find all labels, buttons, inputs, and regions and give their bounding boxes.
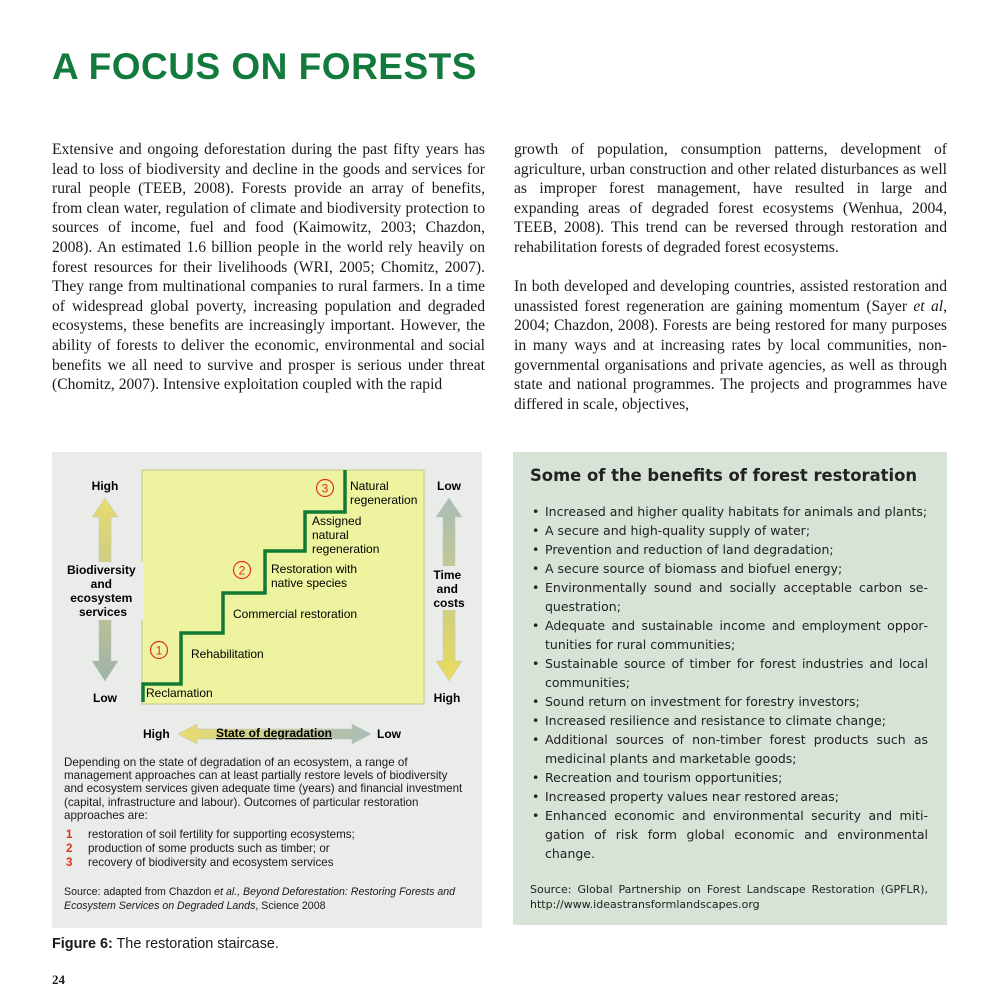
figure-description	[64, 756, 464, 871]
page-title: A FOCUS ON FORESTS	[52, 46, 477, 87]
left-axis-bottom: Low	[93, 691, 117, 705]
benefit-item: • Recreation and tourism opportunities;	[532, 768, 928, 787]
benefit-item: • Increased and higher quality habitats for animals and plants;	[532, 502, 928, 521]
benefit-item: • Increased property values near restored areas;	[532, 787, 928, 806]
benefit-item: • Prevention and reduction of land degradation;	[532, 540, 928, 559]
step-rehabilitation: Rehabilitation	[191, 647, 264, 661]
left-paragraph: Extensive and ongoing deforestation during the past fifty years has lead to loss of biodiversity and decline in the goods and services for rural people (TEEB, 2008). Forests provide an array of benefits, from clean water, regulation of climate and biodiversity protection to sources of income, fuel and food (Kaimowitz, 2003; Chazdon, 2008). An estimated 1.6 billion people in the world rely heavily on forest resources for their livelihoods (WRI, 2005; Chomitz, 2007). They range from multinational companies to rural farmers. In a time of widespread global poverty, increasing population and degraded ecosystems, these benefits are increasingly important. However, the ability of forests to deliver the economic, environmental and social benefits we all need to survive and prosper is serious under threat (Chomitz, 2007). Intensive exploitation coupled with the rapid	[52, 141, 485, 394]
outcome-item: 2 production of some products such as timber; or	[66, 842, 330, 856]
benefit-item: • Sustainable source of timber for forest industries and local communities;	[532, 654, 928, 692]
bottom-axis-left: High	[143, 727, 170, 741]
benefit-item: • Sound return on investment for forestry investors;	[532, 692, 928, 711]
right-axis-top: Low	[437, 479, 461, 493]
figure-caption: Figure 6: The restoration staircase.	[52, 936, 279, 952]
benefit-item: • Increased resilience and resistance to climate change;	[532, 711, 928, 730]
benefit-item: • Enhanced economic and environmental security and mitigation of risk form global economic and environmental change.	[532, 806, 928, 863]
svg-text:2: 2	[238, 563, 246, 578]
marker-1	[151, 642, 168, 659]
benefits-box	[513, 452, 947, 925]
left-axis-top: High	[91, 479, 119, 493]
benefits-list	[532, 502, 928, 863]
benefits-source: Source: Global Partnership on Forest Landscape Restoration (GPFLR), http://www.ideastransformlandscapes.org	[530, 883, 928, 911]
left-axis-label: Biodiversity and ecosystem services	[66, 563, 136, 619]
benefit-item: • Additional sources of non-timber forest products such as medicinal plants and marketable goods;	[532, 730, 928, 768]
step-assisted-regeneration: Assigned natural regeneration	[312, 514, 380, 556]
svg-text:3: 3	[321, 481, 329, 496]
page-number: 24	[52, 972, 65, 987]
benefit-item: • Adequate and sustainable income and employment opportunities for rural communities;	[532, 616, 928, 654]
right-axis-bottom: High	[433, 691, 461, 705]
figure-description-text: Depending on the state of degradation of an ecosystem, a range of management approaches can at least partially restore levels of biodiversity and ecosystem services given adequate time (years) and financial investment (capital, infrastructure and labour). Outcomes of particular restoration approaches are:	[64, 756, 463, 822]
left-column	[52, 140, 485, 414]
benefit-item: • A secure source of biomass and biofuel energy;	[532, 559, 928, 578]
step-native-species: Restoration with native species	[271, 562, 358, 590]
restoration-staircase-figure	[52, 452, 482, 928]
benefits-title: Some of the benefits of forest restoration	[530, 466, 918, 485]
outcome-list	[64, 828, 464, 870]
step-commercial-restoration: Commercial restoration	[233, 607, 358, 621]
right-paragraph-1: growth of population, consumption patterns, development of agriculture, urban construction and other related disturbances as well as improper forest management, have resulted in large and expanding areas of degraded forest ecosystems (Wenhua, 2004, TEEB, 2008). This trend can be reversed through restoration and rehabilitation forests of degraded forest ecosystems.	[514, 141, 947, 256]
bottom-axis-label: State of degradation	[215, 726, 333, 740]
bottom-axis-right: Low	[377, 727, 401, 741]
right-column	[514, 140, 947, 434]
right-paragraph-2: In both developed and developing countries, assisted restoration and unassisted forest regeneration are gaining momentum (Sayer et al, 2004; Chazdon, 2008). Forests are being restored for many purposes in many ways and at increasing rates by local communities, non-governmental organisations and private agencies, as well as through state and national programmes. The projects and programmes have differed in scale, objectives,	[514, 278, 947, 413]
marker-2	[234, 562, 251, 579]
benefit-item: • A secure and high-quality supply of water;	[532, 521, 928, 540]
figure-source: Source: adapted from Chazdon et al., Beyond Deforestation: Restoring Forests and Ecosystem Services on Degraded Lands, Science 2008	[64, 886, 456, 912]
right-axis-label: Time and costs	[433, 568, 465, 610]
marker-3	[317, 480, 334, 497]
outcome-item: 1 restoration of soil fertility for supporting ecosystems;	[66, 828, 355, 842]
step-natural-regeneration: Natural regeneration	[350, 479, 418, 507]
svg-text:1: 1	[155, 643, 163, 658]
outcome-item: 3 recovery of biodiversity and ecosystem services	[66, 856, 334, 870]
staircase-diagram	[52, 452, 482, 752]
benefit-item: • Environmentally sound and socially acceptable carbon sequestration;	[532, 578, 928, 616]
step-reclamation: Reclamation	[146, 686, 213, 700]
